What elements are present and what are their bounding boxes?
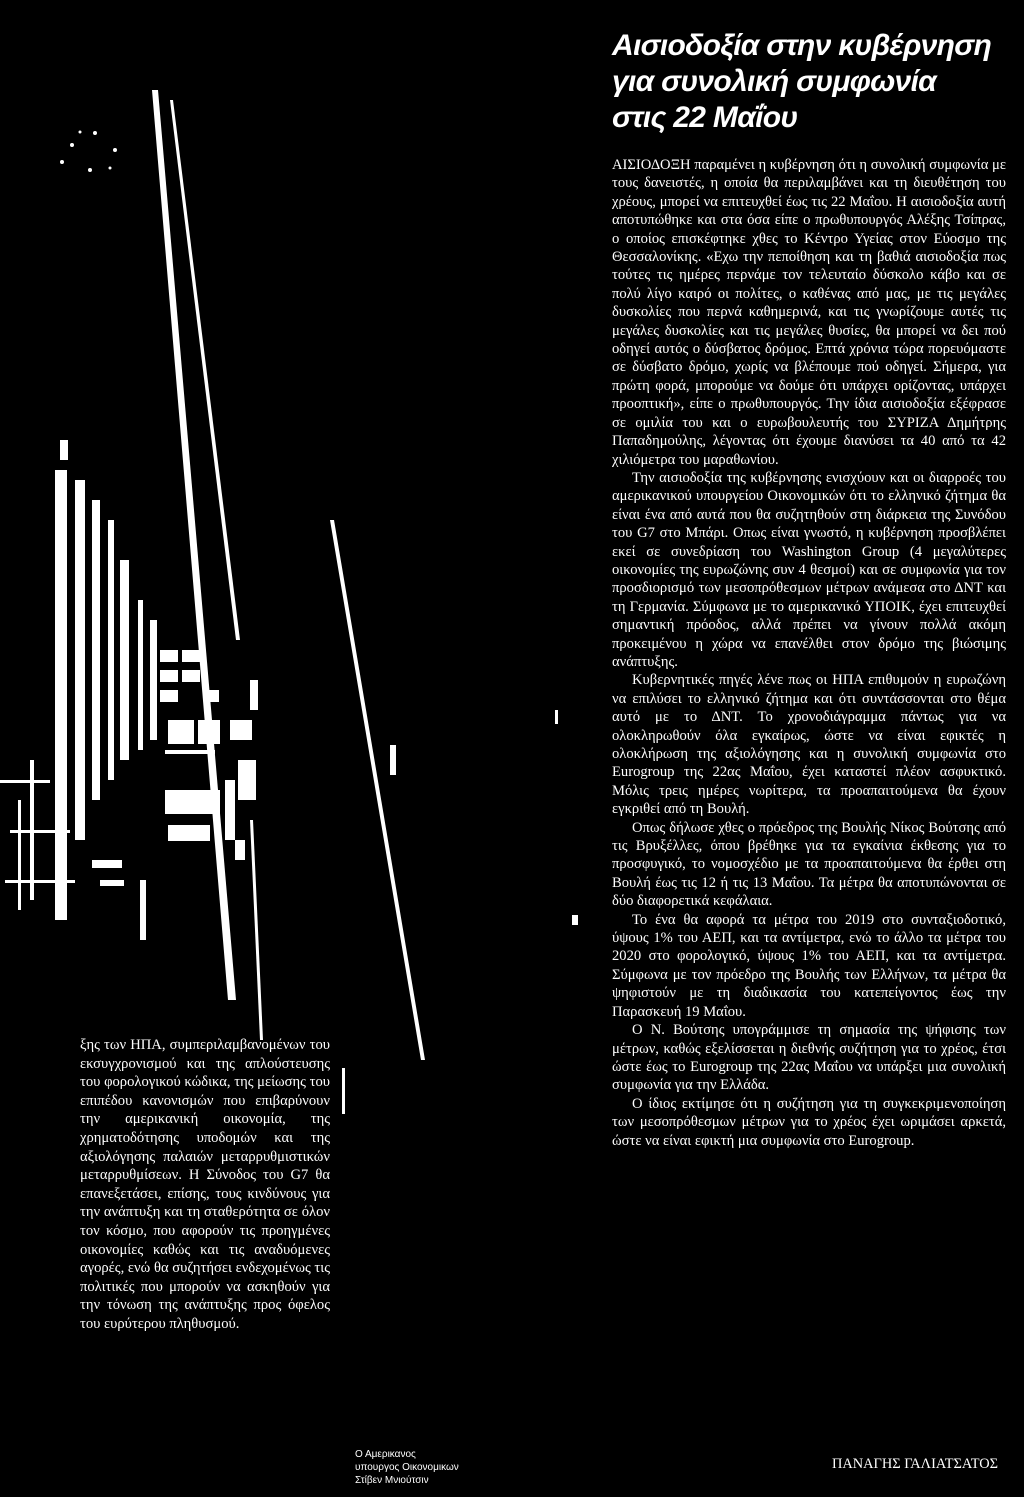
left-column-text: ξης των ΗΠΑ, συμπεριλαμβανομένων του εκσυγχρονισμού και της απλούστευσης του φορολογικού κώδικα, της μείωσης του επιπέδου κανονισμών που επιβαρύνουν την αμερικανική οικονομία, της χρηματοδότησης υποδομών και της αξιολόγησης παλαιών μεταρρυθμιστικών μεταρρυθμίσεων. Η Σύνοδος του G7 θα επανεξετάσει, επίσης, τους κινδύνους για την ανάπτυξη και τη σταθερότητα σε όλον τον κόσμο, που αφορούν τις προηγμένες οικονομίες καθώς και τις αναδυόμενες αγορές, ενώ θα συζητήσει ενδεχομένως τις πολιτικές που μπορούν να ασκηθούν για την τόνωση της ανάπτυξης προς όφελος του ευρύτερου πληθυσμού. — [80, 1037, 330, 1332]
article-paragraph: Την αισιοδοξία της κυβέρνησης ενισχύουν και οι διαρροές του αμερικανικού υπουργείου Οικονομικών ότι το ελληνικό ζήτημα θα είναι ένα από αυτά που θα συζητηθούν στη διάρκεια της Συνόδου του G7 στο Μπάρι. Οπως είναι γνωστό, η κυβέρνηση προσβλέπει εκεί σε συνεδρίαση του Washington Group (4 μεγαλύτερες οικονομίες της ευρωζώνης συν 4 θεσμοί) και σε συμφωνία για τον προσδιορισμό των μεσοπρόθεσμων μέτρων ανάμεσα στο ΔΝΤ και τη Γερμανία. Σύμφωνα με το αμερικανικό ΥΠΟΙΚ, έχει επιτευχθεί σημαντική πρόοδος, αλλά πρέπει να γίνουν πολλά ακόμη προκειμένου η χώρα να επανέλθει στον δρόμο της βιώσιμης ανάπτυξης. — [612, 469, 1006, 670]
article-paragraph: Το ένα θα αφορά τα μέτρα του 2019 στο συνταξιοδοτικό, ύψους 1% του ΑΕΠ, και τα αντίμετρα, ενώ το άλλο τα μέτρα του 2020 στο φορολογικό, ύψους 1% του ΑΕΠ, και τα αντίμετρα. Σύμφωνα με τον πρόεδρο της Βουλής των Ελλήνων, τα μέτρα θα ψηφιστούν με τη διαδικασία του κατεπείγοντος έως την Παρασκευή 19 Μαΐου. — [612, 911, 1006, 1020]
headline-line: Αισιοδοξία στην κυβέρνηση — [612, 29, 992, 62]
photo-caption — [355, 1448, 515, 1487]
caption-line: Ο Αμερικανος — [355, 1449, 416, 1460]
article-paragraph: Ο ίδιος εκτίμησε ότι η συζήτηση για τη συγκεκριμενοποίηση των μεσοπρόθεσμων μέτρων για το χρέος έχει ωριμάσει αρκετά, ώστε να είναι εφικτή μια συμφωνία στο Eurogroup. — [612, 1095, 1006, 1149]
headline-line: για συνολική συμφωνία — [612, 65, 937, 98]
headline-line: στις 22 Μαΐου — [612, 101, 798, 134]
article-paragraph: Οπως δήλωσε χθες ο πρόεδρος της Βουλής Νίκος Βούτσης από τις Βρυξέλλες, όπου βρέθηκε για τα εγκαίνια έκθεσης για το προσφυγικό, το νομοσχέδιο με τα προαπαιτούμενα θα έρθει στη Βουλή έως τις 12 ή τις 13 Μαΐου. Τα μέτρα θα αποτυπώνονται σε δύο διαφορετικά κεφάλαια. — [612, 819, 1006, 910]
article-paragraph: ΑΙΣΙΟΔΟΞΗ παραμένει η κυβέρνηση ότι η συνολική συμφωνία με τους δανειστές, η οποία θα περιλαμβάνει και τη διευθέτηση του χρέους, μπορεί να επιτευχθεί έως τις 22 Μαΐου. Η αισιοδοξία αυτή αποτυπώθηκε και στα όσα είπε ο πρωθυπουργός Αλέξης Τσίπρας, ο οποίος επισκέφτηκε χθες το Κέντρο Υγείας στον Εύοσμο της Θεσσαλονίκης. «Εχω την πεποίθηση και τη βαθιά αισιοδοξία πως τούτες τις ημέρες περνάμε τον τελευταίο δύσκολο κάβο και σε πολύ λίγο καιρό οι πολίτες, ο καθένας από μας, με τις μεγάλες δυσκολίες που περνά καθημερινά, και τις γνωρίζουμε αυτές τις μεγάλες δυσκολίες και τις μεγάλες θυσίες, θα μπορεί να δει πού οδηγεί αυτός ο δύσβατος δρόμος. Επτά χρόνια τώρα πορευόμαστε σε δύσβατο δρόμο, χωρίς να βλέπουμε πού οδηγεί. Σήμερα, για πρώτη φορά, μπορούμε να δούμε ότι υπάρχει ορίζοντας, υπάρχει προοπτική», είπε ο πρωθυπουργός. Την ίδια αισιοδοξία εξέφρασε σε ομιλία του και ο ευρωβουλευτής του ΣΥΡΙΖΑ Δημήτρης Παπαδημούλης, λέγοντας ότι έχουμε διανύσει τα 40 από τα 42 χιλιόμετρα του μαραθωνίου. — [612, 157, 1006, 468]
caption-line: υπουργος Οικονομικων — [355, 1462, 459, 1473]
caption-line: Στίβεν Μνιούτσιν — [355, 1475, 429, 1486]
article-paragraph: Ο Ν. Βούτσης υπογράμμισε τη σημασία της ψήφισης των μέτρων, καθώς εξελίσσεται η διεθνής συζήτηση για το χρέος, έτσι ώστε έως το Eurogroup της 22ας Μαΐου να υπάρξει μια συνολική συμφωνία για την Ελλάδα. — [612, 1022, 1006, 1094]
article-byline: ΠΑΝΑΓΗΣ ΓΑΛΙΑΤΣΑΤΟΣ — [831, 1456, 998, 1472]
article-headline — [612, 28, 1012, 136]
article-paragraph: Κυβερνητικές πηγές λένε πως οι ΗΠΑ επιθυμούν η ευρωζώνη να επιλύσει το ελληνικό ζήτημα και ότι συντάσσονται στο θέμα αυτό με το ΔΝΤ. Το χρονοδιάγραμμα πάντως για να ολοκληρωθούν όλα εγκαίρως, ώστε να είναι εφικτές η ολοκλήρωση της αξιολόγησης και η συνολική συμφωνία στο Eurogroup της 22ας Μαΐου, έχει καταστεί πλέον ασφυκτικό. Μόλις τρεις ημέρες νωρίτερα, τα προαπαιτούμενα θα έχουν εγκριθεί από τη Βουλή. — [612, 672, 1006, 818]
article-body — [612, 156, 1006, 1150]
